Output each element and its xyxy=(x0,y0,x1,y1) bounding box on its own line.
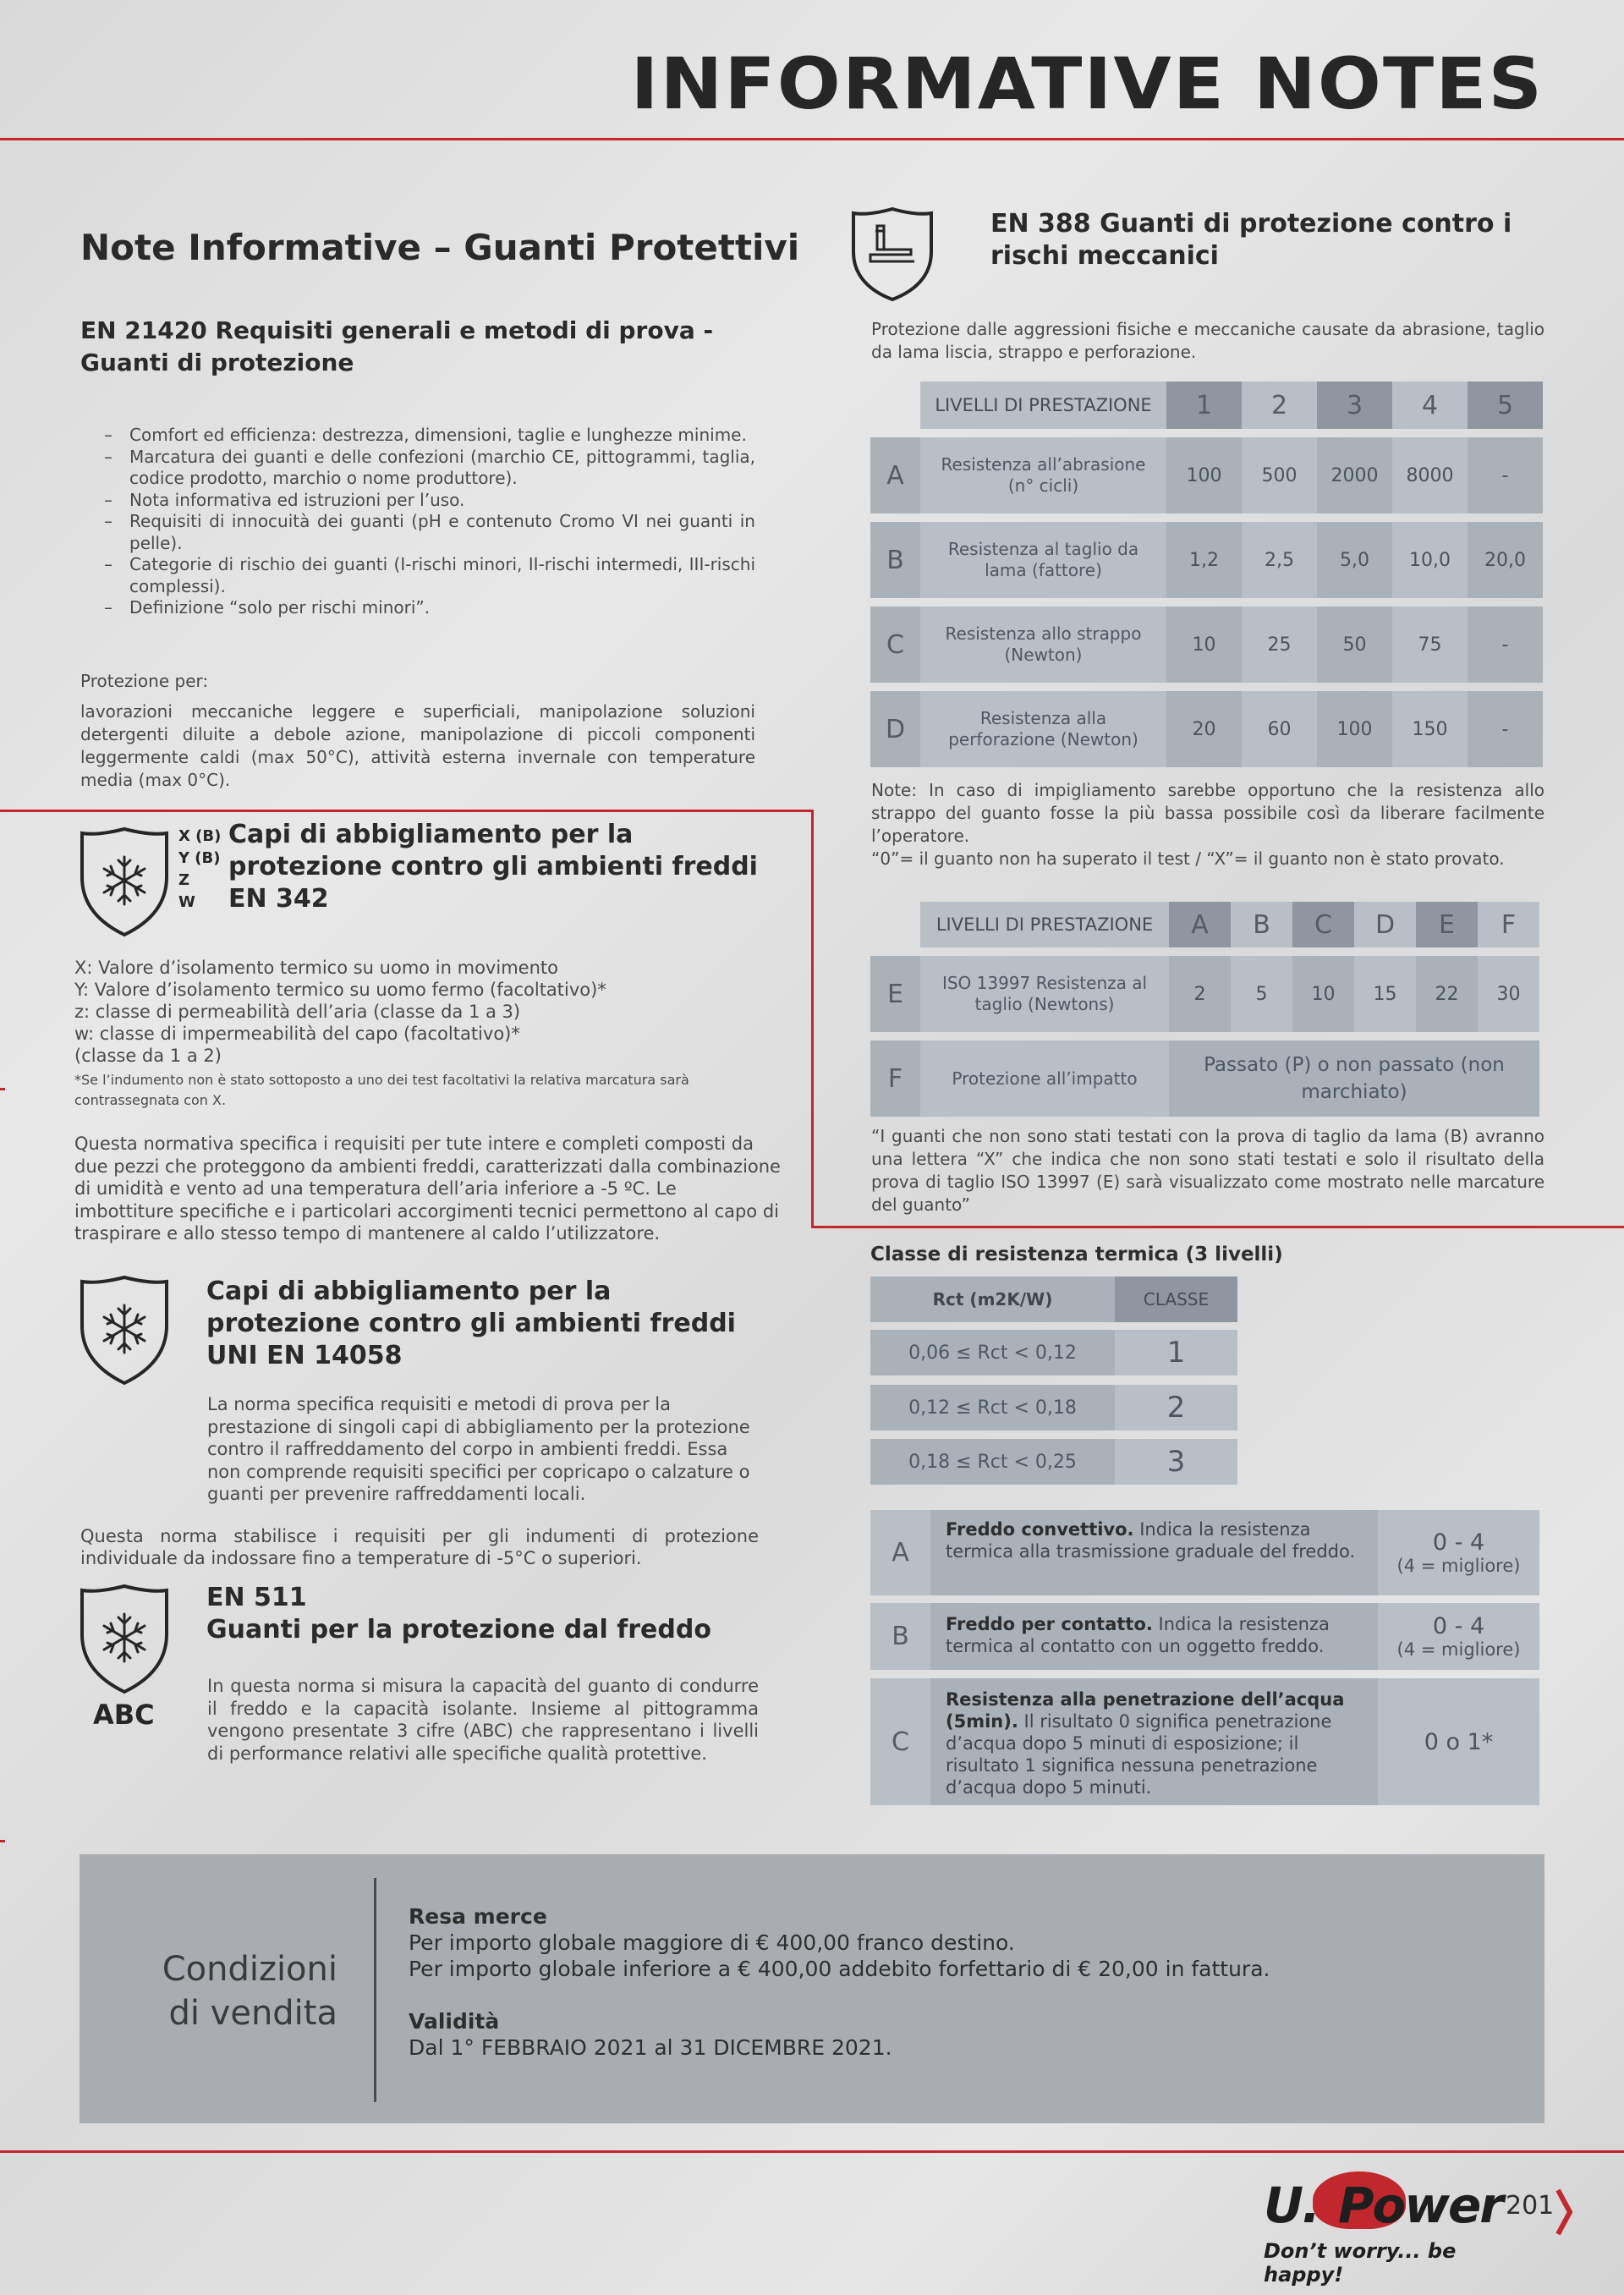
thermal-class-title: Classe di resistenza termica (3 livelli) xyxy=(870,1244,1283,1266)
row-value: 5,0 xyxy=(1317,522,1392,598)
row-description xyxy=(930,1678,1378,1805)
row-description xyxy=(930,1603,1378,1670)
logo-power: Power xyxy=(1338,2177,1502,2234)
cold-shield-icon xyxy=(78,1582,171,1696)
validita-label: Validità xyxy=(409,2009,500,2034)
row-value: 10,0 xyxy=(1392,522,1468,598)
row-label: Protezione all’impatto xyxy=(920,1040,1169,1117)
row-value: 10 xyxy=(1166,607,1242,683)
page-header-title: INFORMATIVE NOTES xyxy=(630,42,1544,125)
en342-title-line3: EN 342 xyxy=(228,884,329,914)
row-value: 20 xyxy=(1166,691,1242,767)
en342-description: Questa normativa specifica i requisiti per tute intere e completi composti da due pezzi che proteggono da ambienti freddi, caratterizzati dalla combinazione di umidità e vento ad una temperatura dell’aria inferiore a -5 ºC. Le imbottiture specifiche e i particolari accorgimenti tecnici permettono al capo di traspirare e allo stesso tempo di mantenere al caldo l’utilizzatore. xyxy=(74,1134,781,1244)
row-value: - xyxy=(1468,691,1543,767)
thermal-col-class: CLASSE xyxy=(1115,1277,1237,1322)
list-item: – Definizione “solo per rischi minori”. xyxy=(80,597,755,619)
conditions-divider xyxy=(374,1878,376,2102)
validita-text: Dal 1° FEBBRAIO 2021 al 31 DICEMBRE 2021. xyxy=(409,2035,892,2060)
en342-heading xyxy=(228,819,758,915)
resa-label: Resa merce xyxy=(409,1904,547,1929)
row-letter: E xyxy=(870,956,920,1032)
edge-mark xyxy=(0,1088,5,1090)
list-item: – Comfort ed efficienza: destrezza, dimensioni, taglie e lunghezze minime. xyxy=(80,425,755,447)
table-row xyxy=(870,1510,1539,1595)
en388-title-line2: rischi meccanici xyxy=(990,241,1219,271)
row-value: Passato (P) o non passato (non marchiato) xyxy=(1169,1040,1539,1117)
row-value: - xyxy=(1468,437,1543,513)
thermal-class: 1 xyxy=(1115,1330,1237,1375)
row-value: 100 xyxy=(1317,691,1392,767)
row-label: Resistenza al taglio da lama (fattore) xyxy=(920,522,1166,598)
level-header: A xyxy=(1169,902,1231,947)
def-line: (classe da 1 a 2) xyxy=(74,1046,222,1066)
table-row xyxy=(870,1678,1539,1805)
level-header: 4 xyxy=(1392,382,1468,429)
en342-title-line2: protezione contro gli ambienti freddi xyxy=(228,852,758,881)
rating-value: 0 - 4 xyxy=(1432,1613,1485,1639)
row-value: 8000 xyxy=(1392,437,1468,513)
cold-shield-icon xyxy=(78,825,171,939)
row-value: 2000 xyxy=(1317,437,1392,513)
row-letter: A xyxy=(870,1510,930,1595)
resa-line2: Per importo globale inferiore a € 400,00 addebito forfettario di € 20,00 in fattura. xyxy=(409,1957,1270,1981)
en511-title-line2: Guanti per la protezione dal freddo xyxy=(206,1615,711,1644)
row-label: ISO 13997 Resistenza al taglio (Newtons) xyxy=(920,956,1169,1032)
section-frame-top xyxy=(0,810,814,812)
row-label: Resistenza all’abrasione (n° cicli) xyxy=(920,437,1166,513)
table-row xyxy=(870,956,1539,1032)
mark-z: Z xyxy=(178,871,190,889)
table-row xyxy=(870,437,1543,513)
def-line: z: classe di permeabilità dell’aria (classe da 1 a 3) xyxy=(74,1002,521,1022)
row-letter: B xyxy=(870,522,920,598)
en388-note1: Note: In caso di impigliamento sarebbe opportuno che la resistenza allo strappo del guanto fosse la più bassa possibile così da liberare facilmente l’operatore. xyxy=(871,780,1544,846)
row-value: 75 xyxy=(1392,607,1468,683)
next-page-chevron-icon xyxy=(1555,2187,1575,2237)
level-header: 3 xyxy=(1317,382,1392,429)
edge-mark xyxy=(0,1840,5,1842)
en511-title-line1: EN 511 xyxy=(206,1583,307,1612)
section-frame-bottom xyxy=(811,1226,1624,1228)
rating-value: 0 - 4 xyxy=(1432,1529,1485,1556)
table-row xyxy=(870,522,1543,598)
row-value: 22 xyxy=(1416,956,1478,1032)
list-item: – Requisiti di innocuità dei guanti (pH e contenuto Cromo VI nei guanti in pelle). xyxy=(80,511,755,554)
level-header: B xyxy=(1231,902,1292,947)
logo-tagline: Don’t worry... be happy! xyxy=(1264,2239,1457,2287)
row-value: 10 xyxy=(1292,956,1354,1032)
row-letter: B xyxy=(870,1603,930,1670)
row-letter: C xyxy=(870,607,920,683)
level-header: 1 xyxy=(1166,382,1242,429)
level-header: E xyxy=(1416,902,1478,947)
mark-x: X (B) xyxy=(178,827,222,845)
mark-w: W xyxy=(178,893,195,911)
header-divider xyxy=(0,138,1624,140)
thermal-range: 0,06 ≤ Rct < 0,12 xyxy=(870,1330,1115,1375)
en388-title-line1: EN 388 Guanti di protezione contro i xyxy=(990,209,1512,239)
def-line: Y: Valore d’isolamento termico su uomo fermo (facoltativo)* xyxy=(74,980,606,1000)
en14058-heading xyxy=(206,1276,736,1372)
list-item: – Marcatura dei guanti e delle confezioni (marchio CE, pittogrammi, taglia, codice prodotto, marchio o nome produttore). xyxy=(80,447,755,490)
en388-table2-header xyxy=(920,902,1539,947)
row-value: 20,0 xyxy=(1468,522,1543,598)
en342-definitions xyxy=(74,957,606,1067)
en388-intro: Protezione dalle aggressioni fisiche e meccaniche causate da abrasione, taglio da lama liscia, strappo e perforazione. xyxy=(871,319,1544,362)
level-header: 5 xyxy=(1468,382,1543,429)
cold-shield-icon xyxy=(78,1273,171,1387)
page-number: 201 xyxy=(1506,2191,1555,2221)
table-row xyxy=(870,1385,1237,1430)
u-power-logo xyxy=(1260,2170,1502,2287)
en342-footnote: *Se l’indumento non è stato sottoposto a uno dei test facoltativi la relativa marcatura sarà contrassegnata con X. xyxy=(74,1072,689,1108)
thermal-class: 3 xyxy=(1115,1439,1237,1485)
en511-description: In questa norma si misura la capacità del guanto di condurre il freddo e la capacità isolante. Insieme al pittogramma vengono presentate 3 cifre (ABC) che rappresentano i livelli di performance relativi alle specifiche qualità protettive. xyxy=(207,1676,759,1764)
mark-y: Y (B) xyxy=(178,849,221,867)
thermal-col-rct: Rct (m2K/W) xyxy=(870,1277,1115,1322)
row-description-text: Il risultato 0 significa penetrazione d’acqua dopo 5 minuti di esposizione; il risultato 1 significa nessuna penetrazione d’acqua dopo 5 minuti. xyxy=(946,1711,1332,1798)
def-line: w: classe di impermeabilità del capo (facoltativo)* xyxy=(74,1024,520,1044)
en388-table-header xyxy=(920,382,1543,429)
row-letter: A xyxy=(870,437,920,513)
en14058-title-line3: UNI EN 14058 xyxy=(206,1341,403,1370)
conditions-content xyxy=(409,1903,1270,2061)
row-value: 2 xyxy=(1169,956,1231,1032)
level-header: 2 xyxy=(1242,382,1317,429)
row-value: 2,5 xyxy=(1242,522,1317,598)
row-value: - xyxy=(1468,607,1543,683)
logo-u: U. xyxy=(1264,2177,1320,2234)
row-description-text: Indica la resistenza termica al contatto con un oggetto freddo. xyxy=(946,1614,1330,1656)
table-row xyxy=(870,1603,1539,1670)
list-item: – Nota informativa ed istruzioni per l’uso. xyxy=(80,490,755,512)
table-row xyxy=(870,1040,1539,1117)
footer-divider xyxy=(0,2150,1624,2153)
levels-header-label: LIVELLI DI PRESTAZIONE xyxy=(920,382,1166,429)
level-header: C xyxy=(1292,902,1354,947)
list-item: – Categorie di rischio dei guanti (I-rischi minori, II-rischi intermedi, III-rischi complessi). xyxy=(80,554,755,597)
conditions-title-line1: Condizioni xyxy=(162,1950,337,1989)
row-value: 25 xyxy=(1242,607,1317,683)
row-value: 15 xyxy=(1354,956,1416,1032)
row-value: 500 xyxy=(1242,437,1317,513)
resa-line1: Per importo globale maggiore di € 400,00 franco destino. xyxy=(409,1930,1015,1955)
en14058-title-line2: protezione contro gli ambienti freddi xyxy=(206,1309,736,1338)
row-value: 60 xyxy=(1242,691,1317,767)
thermal-range: 0,18 ≤ Rct < 0,25 xyxy=(870,1439,1115,1485)
row-value: 100 xyxy=(1166,437,1242,513)
abc-icon-label: ABC xyxy=(93,1699,155,1731)
en388-note3: “I guanti che non sono stati testati con la prova di taglio da lama (B) avranno una lettera “X” che indica che non sono stati testati e solo il risultato della prova di taglio ISO 13997 (E) sarà visualizzato come mostrato nelle marcature del guanto” xyxy=(871,1126,1544,1215)
section-frame-right xyxy=(811,810,814,1228)
table-row xyxy=(870,1330,1237,1375)
thermal-range: 0,12 ≤ Rct < 0,18 xyxy=(870,1385,1115,1430)
rating-sub: (4 = migliore) xyxy=(1396,1639,1521,1660)
row-description-bold: Freddo convettivo. xyxy=(946,1519,1134,1540)
en511-heading xyxy=(206,1582,711,1646)
thermal-class: 2 xyxy=(1115,1385,1237,1430)
row-value: 30 xyxy=(1478,956,1539,1032)
row-label: Resistenza alla perforazione (Newton) xyxy=(920,691,1166,767)
table-row xyxy=(870,607,1543,683)
conditions-title xyxy=(80,1947,337,2035)
row-value: 50 xyxy=(1317,607,1392,683)
row-rating xyxy=(1378,1510,1539,1595)
row-value: 1,2 xyxy=(1166,522,1242,598)
row-rating xyxy=(1378,1603,1539,1670)
row-description-bold: Freddo per contatto. xyxy=(946,1614,1153,1634)
mechanical-risk-shield-icon xyxy=(850,206,935,303)
en388-note2: “0”= il guanto non ha superato il test / “X”= il guanto non è stato provato. xyxy=(871,848,1505,869)
row-label: Resistenza allo strappo (Newton) xyxy=(920,607,1166,683)
row-description-bold: Resistenza alla penetrazione dell’acqua (5min). xyxy=(946,1689,1345,1732)
level-header: D xyxy=(1354,902,1416,947)
en342-title-line1: Capi di abbigliamento per la xyxy=(228,820,634,849)
level-header: F xyxy=(1478,902,1539,947)
en21420-title-line1: EN 21420 Requisiti generali e metodi di prova - xyxy=(80,316,714,344)
en14058-title-line1: Capi di abbigliamento per la xyxy=(206,1277,612,1306)
table-row xyxy=(870,1439,1237,1485)
row-description xyxy=(930,1510,1378,1595)
protezione-text: lavorazioni meccaniche leggere e superficiali, manipolazione soluzioni detergenti diluite a debole azione, manipolazione di piccoli componenti leggermente caldi (max 50°C), attività esterna invernale con temperature media (max 0°C). xyxy=(80,701,755,790)
en21420-title-line2: Guanti di protezione xyxy=(80,349,354,376)
row-value: 5 xyxy=(1231,956,1292,1032)
rating-value: 0 o 1* xyxy=(1424,1728,1494,1755)
en14058-description: La norma specifica requisiti e metodi di prova per la prestazione di singoli capi di abbigliamento per la protezione contro il raffreddamento del corpo in ambienti freddi. Essa non comprende requisiti specifici per copricapo o calzature o guanti per prevenire raffreddamenti locali. xyxy=(207,1394,750,1504)
conditions-title-line2: di vendita xyxy=(168,1994,337,2033)
row-letter: F xyxy=(870,1040,920,1117)
en21420-requirements-list xyxy=(80,425,755,619)
row-letter: D xyxy=(870,691,920,767)
en388-heading xyxy=(990,208,1512,272)
table-row xyxy=(870,691,1543,767)
row-rating xyxy=(1378,1678,1539,1805)
thermal-table-header xyxy=(870,1277,1237,1322)
en14058-description2: Questa norma stabilisce i requisiti per gli indumenti di protezione individuale da indossare fino a temperature di -5°C o superiori. xyxy=(80,1526,759,1568)
protezione-label: Protezione per: xyxy=(80,671,209,691)
row-letter: C xyxy=(870,1678,930,1805)
row-value: 150 xyxy=(1392,691,1468,767)
def-line: X: Valore d’isolamento termico su uomo in movimento xyxy=(74,958,558,978)
rating-sub: (4 = migliore) xyxy=(1396,1556,1521,1576)
levels-header-label: LIVELLI DI PRESTAZIONE xyxy=(920,902,1169,947)
page-title: Note Informative – Guanti Protettivi xyxy=(80,227,800,268)
en21420-heading xyxy=(80,315,774,379)
row-description-text: Indica la resistenza termica alla trasmissione graduale del freddo. xyxy=(946,1519,1356,1562)
en342-markings xyxy=(178,826,221,914)
